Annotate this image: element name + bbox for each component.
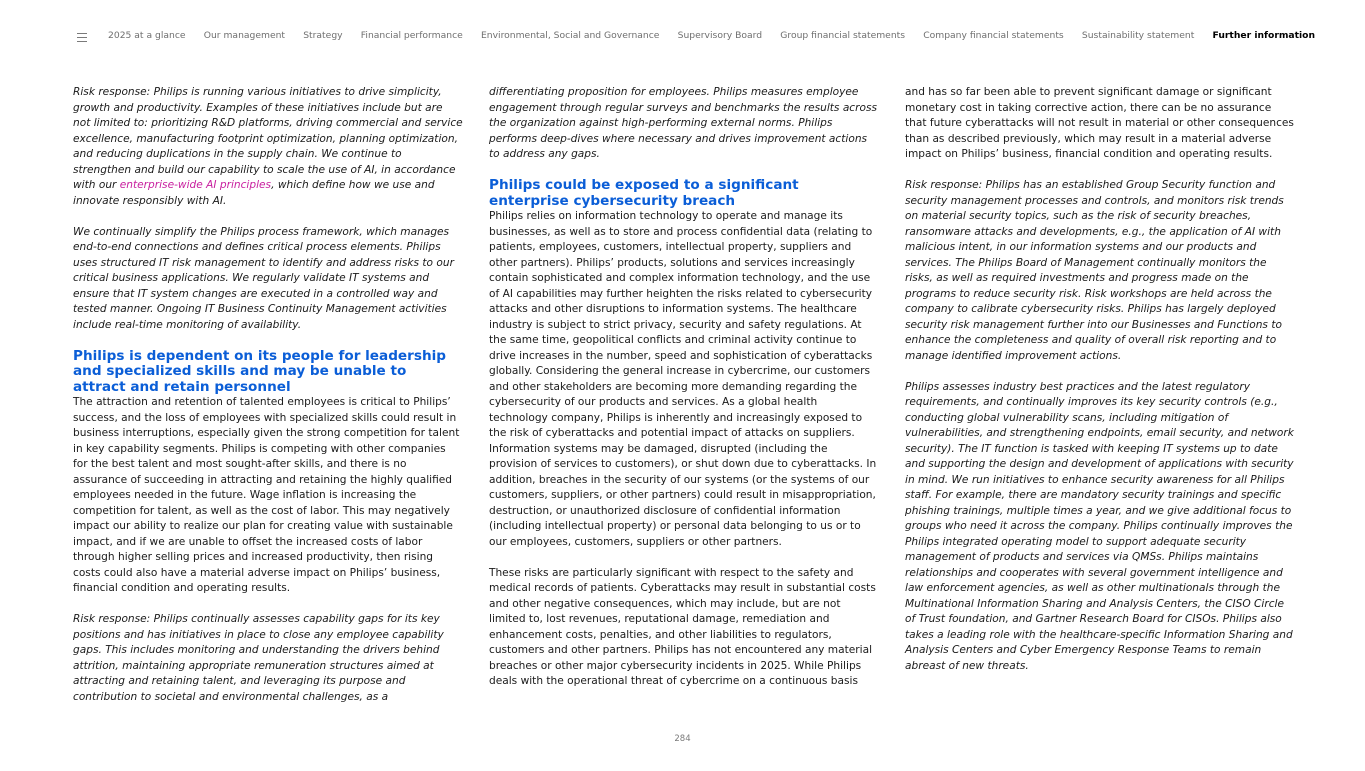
- nav-item-group-financial-statements[interactable]: Group financial statements: [780, 30, 906, 41]
- differentiating-proposition-paragraph: differentiating proposition for employees. Philips measures employee engagement through regular surveys and benchmarks the results across the organization against high-performing external norms. Philips performs deep-dives where necessary and drives improvement actions to address any gaps.: [489, 86, 878, 160]
- nav-item-strategy[interactable]: Strategy: [303, 30, 343, 41]
- security-risk-response-paragraph: Risk response: Philips has an established Group Security function and security management processes and controls, and monitors risk trends on material security topics, such as the risk of security breaches, ransomware attacks and developments, e.g., the application of AI with malicious intent, in our information systems and our products and services. The Philips Board of Management continually monitors the risks, as well as required investments and progress made on the programs to reduce security risk. Risk workshops are held across the company to calibrate cybersecurity risks. Philips has largely deployed security risk management further into our Businesses and Functions to enhance the completeness and quality of overall risk reporting and to manage identified improvement actions.: [905, 179, 1284, 362]
- nav-item-further-information[interactable]: Further information: [1212, 30, 1316, 41]
- nav-item-esg[interactable]: Environmental, Social and Governance: [480, 30, 660, 41]
- cybersecurity-risk-paragraph: Philips relies on information technology to operate and manage its businesses, as well as to store and process confidential data (relating to patients, employees, customers, intellectual property, suppliers and other partners). Philips’ products, solutions and services increasingly contain sophisticated and complex information technology, and the use of AI capabilities may further heighten the risks related to cybersecurity attacks and other disruptions to information systems. The healthcare industry is subject to strict privacy, security and safety regulations. At the same time, geopolitical conflicts and criminal activity continue to drive increases in the number, speed and sophistication of cyberattacks globally. Considering the general increase in cybercrime, our customers and other stakeholders are becoming more demanding regarding the cybersecurity of our products and services. As a global health technology company, Philips is inherently and increasingly exposed to the risk of cyberattacks and potential impact of attacks on suppliers. Information systems may be damaged, disrupted (including the provision of services to customers), or shut down due to cyberattacks. In addition, breaches in the security of our systems (or the systems of our customers, suppliers, or other partners) could result in misappropriation, destruction, or unauthorized disclosure of confidential information (including intellectual property) or personal data belonging to us or to our employees, customers, suppliers or other partners.: [489, 210, 877, 548]
- nav-item-our-management[interactable]: Our management: [203, 30, 286, 41]
- people-risk-heading: Philips is dependent on its people for leadership and specialized skills and may be unable to attract and retain personnel: [73, 347, 447, 395]
- top-navigation: [0, 26, 1365, 48]
- people-risk-paragraph: The attraction and retention of talented employees is critical to Philips’ success, and the loss of employees with specialized skills could result in business interruptions, especially given the strong competition for talent in key capability segments. Philips is competing with other companies for the best talent and most sought-after skills, and there is no assurance of succeeding in attracting and retaining the highly qualified employees needed in the future. Wage inflation is increasing the competition for talent, as well as the cost of labor. This may negatively impact our ability to realize our plan for creating value with sustainable impact, and if we are unable to offset the increased costs of labor through higher selling prices and increased productivity, then rising costs could also have a material adverse impact on Philips’ business, financial condition and operating results.: [73, 396, 460, 594]
- nav-item-financial-performance[interactable]: Financial performance: [360, 30, 463, 41]
- cyberattack-continuation-paragraph: and has so far been able to prevent significant damage or significant monetary cost in taking corrective action, there can be no assurance that future cyberattacks will not result in material or other consequences than as described previously, which may result in a material adverse impact on Philips’ business, financial condition and operating results.: [905, 86, 1294, 160]
- security-controls-paragraph: Philips assesses industry best practices and the latest regulatory requirements, and continually improves its key security controls (e.g., conducting global vulnerability scans, including mitigation of vulnerabilities, and strengthening endpoints, email security, and network security). The IT function is tasked with keeping IT systems up to date and supporting the design and development of applications with security in mind. We run initiatives to enhance security awareness for all Philips staff. For example, there are mandatory security trainings and specific phishing trainings, multiple times a year, and we give additional focus to groups who need it across the company. Philips continually improves the Philips integrated operating model to support adequate security management of products and services via QMSs. Philips maintains relationships and cooperates with several government intelligence and law enforcement agencies, as well as other multinationals through the Multinational Information Sharing and Analysis Centers, the CISO Circle of Trust foundation, and Gartner Research Board for CISOs. Philips also takes a leading role with the healthcare-specific Information Sharing and Analysis Centers and Cyber Emergency Response Teams to remain abreast of new threats.: [905, 380, 1294, 672]
- column-right: [905, 85, 1295, 674]
- column-middle: [489, 85, 879, 690]
- page-number: 284: [674, 734, 691, 744]
- process-framework-paragraph: We continually simplify the Philips process framework, which manages end-to-end connections and defines critical process elements. Philips uses structured IT risk management to identify and address risks to our critical business applications. We regularly validate IT systems and ensure that IT system changes are executed in a controlled way and tested manner. Ongoing IT Business Continuity Management activities include real-time monitoring of availability.: [73, 225, 454, 331]
- nav-item-2025-at-a-glance[interactable]: 2025 at a glance: [108, 30, 186, 41]
- column-left: [73, 85, 463, 705]
- patient-records-paragraph: These risks are particularly significant with respect to the safety and medical records of patients. Cyberattacks may result in substantial costs and other negative consequences, which may include, but are not limited to, lost revenues, reputational damage, remediation and enhancement costs, penalties, and other liabilities to regulators, customers and other partners. Philips has not encountered any material breaches or other major cybersecurity incidents in 2025. While Philips deals with the operational threat of cybercrime on a continuous basis: [489, 566, 876, 687]
- cybersecurity-risk-heading: Philips could be exposed to a significant enterprise cybersecurity breach: [489, 177, 799, 209]
- people-risk-response-paragraph: Risk response: Philips continually assesses capability gaps for its key positions and has initiatives in place to close any employee capability gaps. This includes monitoring and understanding the drivers behind attrition, maintaining appropriate remuneration structures aimed at attracting and retaining talent, and leveraging its purpose and contribution to societal and environmental challenges, as a: [73, 613, 444, 703]
- nav-items: [108, 30, 1315, 41]
- nav-item-supervisory-board[interactable]: Supervisory Board: [677, 30, 763, 41]
- nav-item-sustainability-statement[interactable]: Sustainability statement: [1081, 30, 1195, 41]
- nav-item-company-financial-statements[interactable]: Company financial statements: [923, 30, 1064, 41]
- risk-response-simplicity-paragraph: Risk response: Philips is running various initiatives to drive simplicity, growth and productivity. Examples of these initiatives include but are not limited to: prioritizing R&D platforms, driving commercial and service excellence, manufacturing footprint optimization, planning optimization, and reducing duplications in the supply chain. We continue to strengthen and build our capability to scale the use of AI, in accordance with our enterprise-wide AI principles, which define how we use and innovate responsibly with AI.: [73, 86, 463, 207]
- hamburger-menu-icon[interactable]: [77, 33, 87, 42]
- ai-principles-link[interactable]: enterprise-wide AI principles: [119, 179, 272, 191]
